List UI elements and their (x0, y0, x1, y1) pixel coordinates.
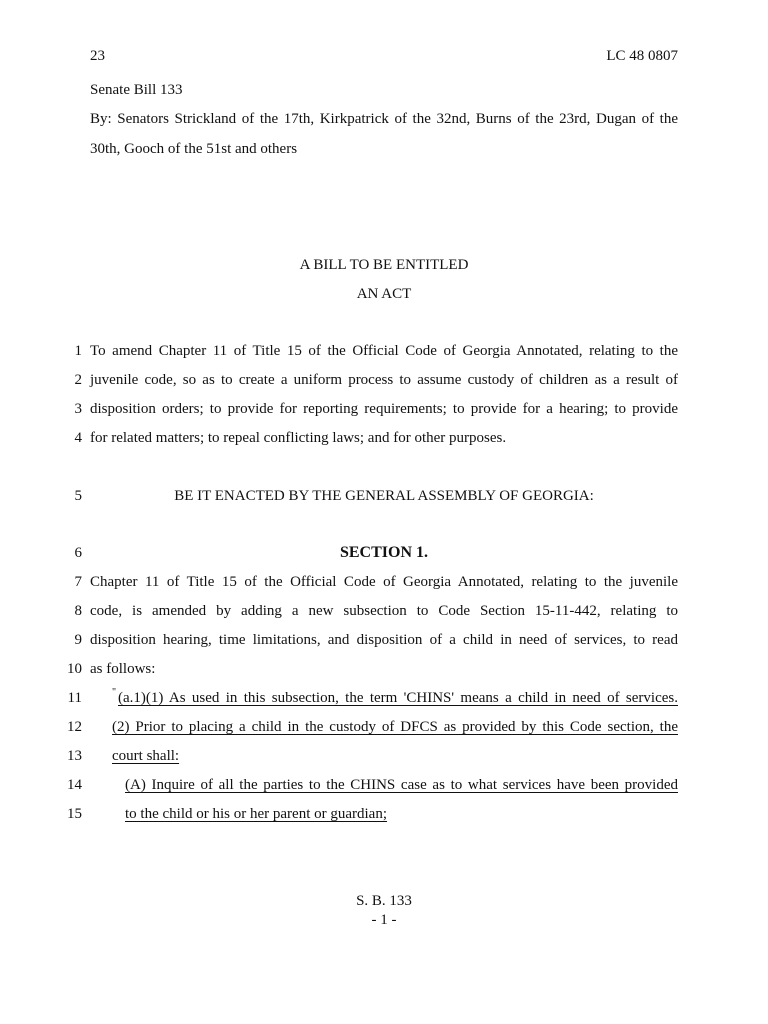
line-number: 7 (74, 574, 82, 590)
line-number: 12 (67, 719, 82, 735)
opening-quote: " (112, 687, 117, 698)
footer-page-number: - 1 - (371, 912, 397, 928)
page-code: 23 (90, 48, 105, 64)
footer-bill-ref: S. B. 133 (356, 893, 412, 909)
line-number: 14 (67, 777, 82, 793)
section-heading: SECTION 1. (339, 544, 429, 561)
line-number: 13 (67, 748, 82, 764)
line-number: 5 (74, 488, 82, 504)
line-number: 11 (67, 690, 82, 706)
sponsors-line-1: By: Senators Strickland of the 17th, Kirkpatrick of the 32nd, Burns of the 23rd, Dugan of the (90, 111, 678, 127)
bill-text-line: disposition orders; to provide for reporting requirements; to provide for a hearing; to provide (90, 401, 678, 417)
line-number: 3 (74, 401, 82, 417)
inserted-text-line: court shall: (112, 748, 180, 764)
bill-text-line: disposition hearing, time limitations, and disposition of a child in need of services, to read (90, 632, 678, 648)
inserted-text-line: (2) Prior to placing a child in the custody of DFCS as provided by this Code section, the (112, 719, 678, 735)
bill-text-line: To amend Chapter 11 of Title 15 of the Official Code of Georgia Annotated, relating to the (90, 343, 678, 359)
bill-text-line: code, is amended by adding a new subsection to Code Section 15-11-442, relating to (90, 603, 678, 619)
bill-text-line: Chapter 11 of Title 15 of the Official Code of Georgia Annotated, relating to the juvenile (90, 574, 678, 590)
inserted-text-line: (A) Inquire of all the parties to the CHINS case as to what services have been provided (125, 777, 678, 793)
line-number: 4 (74, 430, 82, 446)
line-number: 15 (67, 806, 82, 822)
inserted-text-line: (a.1)(1) As used in this subsection, the term 'CHINS' means a child in need of services. (118, 690, 678, 706)
inserted-text-line: to the child or his or her parent or guardian; (125, 806, 388, 822)
sponsors-line-2: 30th, Gooch of the 51st and others (90, 141, 298, 157)
bill-text-line: for related matters; to repeal conflicting laws; and for other purposes. (90, 430, 507, 446)
line-number: 2 (74, 372, 82, 388)
line-number: 9 (74, 632, 82, 648)
line-number: 6 (74, 545, 82, 561)
enacting-clause: BE IT ENACTED BY THE GENERAL ASSEMBLY OF GEORGIA: (174, 488, 594, 504)
line-number: 8 (74, 603, 82, 619)
title-line-2: AN ACT (356, 286, 412, 302)
title-line-1: A BILL TO BE ENTITLED (299, 257, 469, 273)
lc-number: LC 48 0807 (606, 48, 678, 64)
line-number: 1 (74, 343, 82, 359)
bill-text-line: juvenile code, so as to create a uniform process to assume custody of children as a result of (90, 372, 678, 388)
line-number: 10 (67, 661, 82, 677)
bill-text-line: as follows: (90, 661, 156, 677)
bill-name: Senate Bill 133 (90, 82, 183, 98)
